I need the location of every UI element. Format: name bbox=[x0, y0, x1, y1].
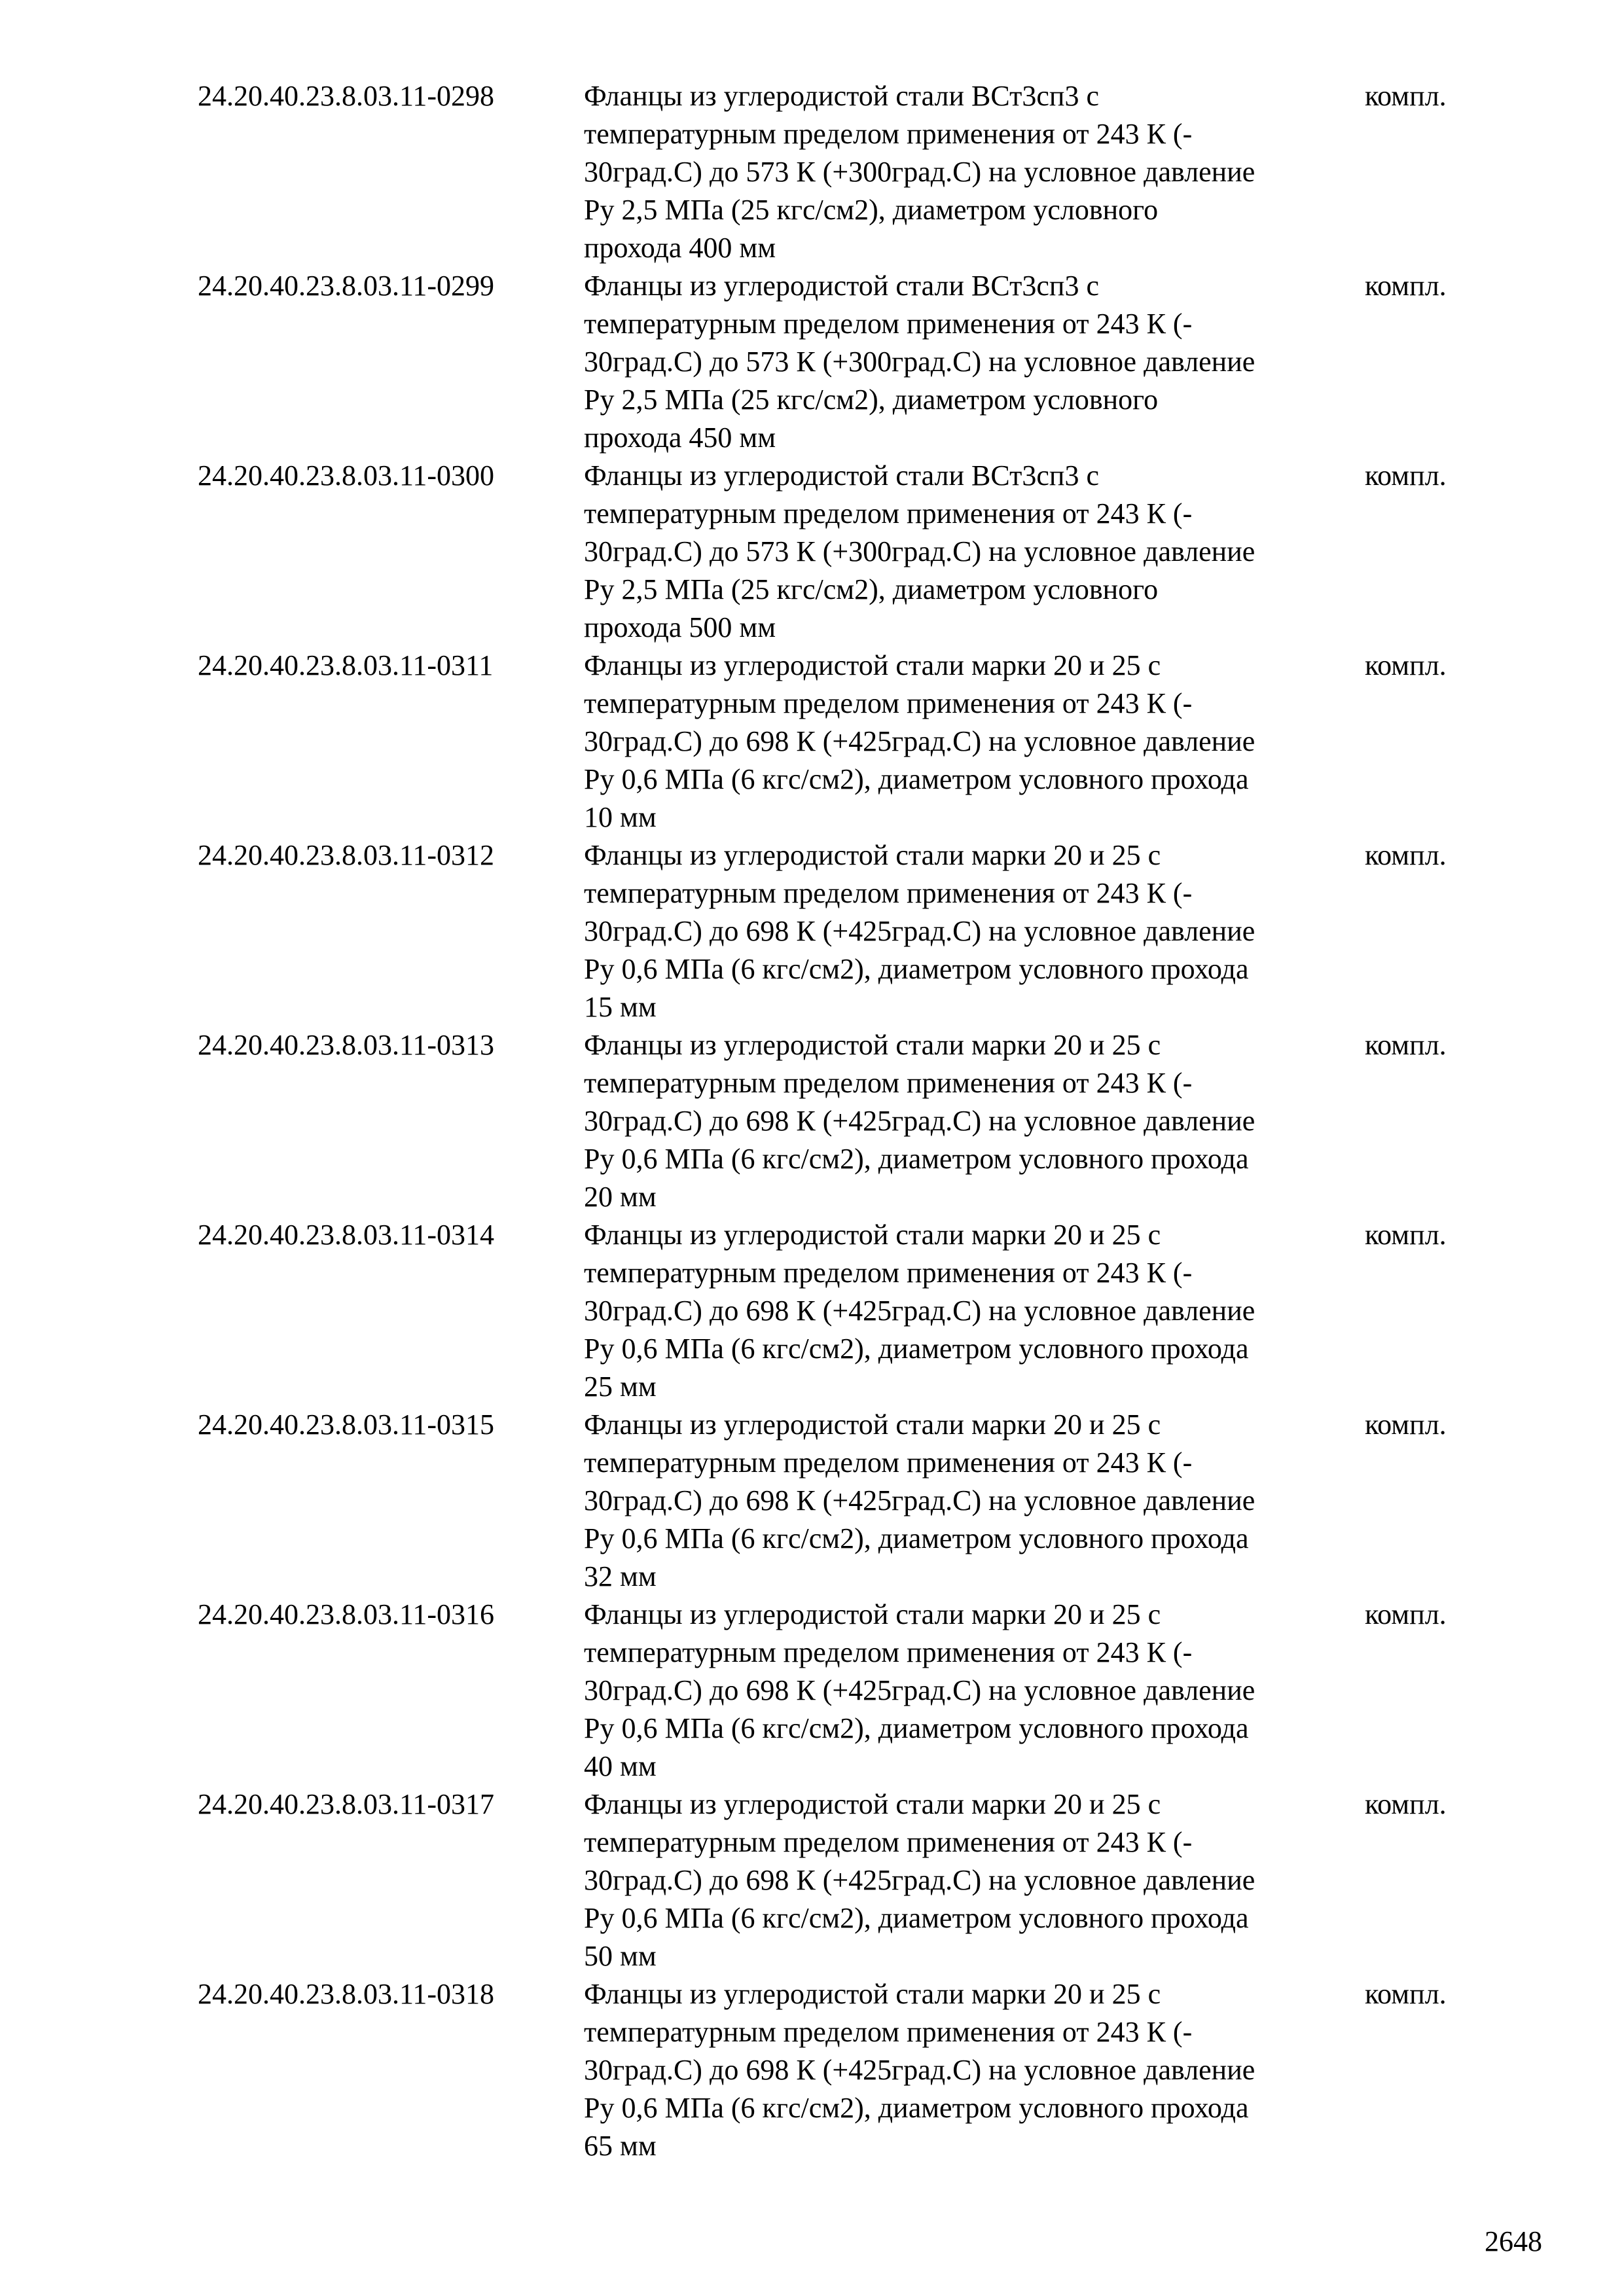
description-line: 30град.С) до 698 К (+425град.С) на условное давление bbox=[584, 1295, 1255, 1327]
table-row bbox=[198, 457, 1474, 647]
description-line: Ру 0,6 МПа (6 кгс/см2), диаметром условного прохода bbox=[584, 1712, 1249, 1744]
description-line: Ру 2,5 МПа (25 кгс/см2), диаметром условного bbox=[584, 384, 1159, 416]
description-line: Ру 0,6 МПа (6 кгс/см2), диаметром условного прохода bbox=[584, 1333, 1249, 1365]
description-line: температурным пределом применения от 243 К (- bbox=[584, 308, 1193, 340]
unit-of-measure: компл. bbox=[1365, 270, 1447, 302]
description-line: температурным пределом применения от 243 К (- bbox=[584, 1446, 1193, 1479]
table-row bbox=[198, 1975, 1474, 2165]
table-row bbox=[198, 77, 1474, 267]
description-line: температурным пределом применения от 243 К (- bbox=[584, 1257, 1193, 1289]
description-line: 40 мм bbox=[584, 1750, 657, 1782]
description-line: прохода 400 мм bbox=[584, 232, 776, 264]
unit-of-measure: компл. bbox=[1365, 839, 1447, 871]
description-line: 32 мм bbox=[584, 1560, 657, 1592]
description-line: 30град.С) до 698 К (+425град.С) на условное давление bbox=[584, 1105, 1255, 1137]
description-line: 25 мм bbox=[584, 1371, 657, 1403]
resource-description bbox=[584, 1785, 1360, 1975]
table-row bbox=[198, 1216, 1474, 1406]
description-line: Фланцы из углеродистой стали марки 20 и 25 с bbox=[584, 1219, 1161, 1251]
description-line: Фланцы из углеродистой стали марки 20 и 25 с bbox=[584, 1598, 1161, 1630]
table-row bbox=[198, 647, 1474, 836]
resource-code: 24.20.40.23.8.03.11-0316 bbox=[198, 1598, 495, 1630]
description-line: Фланцы из углеродистой стали ВСт3сп3 с bbox=[584, 80, 1099, 112]
description-line: температурным пределом применения от 243 К (- bbox=[584, 1636, 1193, 1668]
description-line: Фланцы из углеродистой стали ВСт3сп3 с bbox=[584, 459, 1099, 492]
unit-of-measure: компл. bbox=[1365, 1029, 1447, 1061]
description-line: температурным пределом применения от 243 К (- bbox=[584, 497, 1193, 529]
description-line: Ру 0,6 МПа (6 кгс/см2), диаметром условного прохода bbox=[584, 1143, 1249, 1175]
description-line: Фланцы из углеродистой стали марки 20 и 25 с bbox=[584, 839, 1161, 871]
description-line: Фланцы из углеродистой стали марки 20 и 25 с bbox=[584, 1408, 1161, 1441]
description-line: 65 мм bbox=[584, 2130, 657, 2162]
description-line: температурным пределом применения от 243 К (- bbox=[584, 1067, 1193, 1099]
resource-code: 24.20.40.23.8.03.11-0314 bbox=[198, 1219, 495, 1251]
unit-of-measure: компл. bbox=[1365, 649, 1447, 681]
description-line: 30град.С) до 573 К (+300град.С) на условное давление bbox=[584, 156, 1255, 188]
description-line: температурным пределом применения от 243 К (- bbox=[584, 2016, 1193, 2048]
unit-of-measure: компл. bbox=[1365, 1788, 1447, 1820]
resource-description bbox=[584, 1406, 1360, 1596]
description-line: Фланцы из углеродистой стали марки 20 и 25 с bbox=[584, 1029, 1161, 1061]
table-row bbox=[198, 1596, 1474, 1785]
price-list-table bbox=[198, 77, 1474, 2165]
resource-code: 24.20.40.23.8.03.11-0315 bbox=[198, 1408, 495, 1441]
resource-description bbox=[584, 1216, 1360, 1406]
description-line: Ру 0,6 МПа (6 кгс/см2), диаметром условного прохода bbox=[584, 1522, 1249, 1554]
table-row bbox=[198, 836, 1474, 1026]
table-row bbox=[198, 267, 1474, 457]
description-line: Ру 2,5 МПа (25 кгс/см2), диаметром условного bbox=[584, 573, 1159, 605]
description-line: 30град.С) до 698 К (+425град.С) на условное давление bbox=[584, 2054, 1255, 2086]
unit-of-measure: компл. bbox=[1365, 1219, 1447, 1251]
description-line: 30град.С) до 698 К (+425град.С) на условное давление bbox=[584, 1674, 1255, 1706]
description-line: 30град.С) до 698 К (+425град.С) на условное давление bbox=[584, 1864, 1255, 1896]
table-row bbox=[198, 1406, 1474, 1596]
description-line: Ру 0,6 МПа (6 кгс/см2), диаметром условного прохода bbox=[584, 1902, 1249, 1934]
resource-description bbox=[584, 1596, 1360, 1785]
page-number: 2648 bbox=[1485, 2225, 1542, 2257]
resource-description bbox=[584, 836, 1360, 1026]
description-line: Фланцы из углеродистой стали ВСт3сп3 с bbox=[584, 270, 1099, 302]
description-line: 10 мм bbox=[584, 801, 657, 833]
description-line: 30град.С) до 573 К (+300град.С) на условное давление bbox=[584, 346, 1255, 378]
description-line: температурным пределом применения от 243 К (- bbox=[584, 877, 1193, 909]
description-line: Ру 0,6 МПа (6 кгс/см2), диаметром условного прохода bbox=[584, 953, 1249, 985]
description-line: 30град.С) до 698 К (+425град.С) на условное давление bbox=[584, 915, 1255, 947]
description-line: 15 мм bbox=[584, 991, 657, 1023]
description-line: 30град.С) до 573 К (+300град.С) на условное давление bbox=[584, 535, 1255, 567]
unit-of-measure: компл. bbox=[1365, 80, 1447, 112]
description-line: Фланцы из углеродистой стали марки 20 и 25 с bbox=[584, 1978, 1161, 2010]
resource-code: 24.20.40.23.8.03.11-0318 bbox=[198, 1978, 495, 2010]
description-line: Фланцы из углеродистой стали марки 20 и 25 с bbox=[584, 1788, 1161, 1820]
resource-code: 24.20.40.23.8.03.11-0299 bbox=[198, 270, 495, 302]
unit-of-measure: компл. bbox=[1365, 1978, 1447, 2010]
unit-of-measure: компл. bbox=[1365, 1598, 1447, 1630]
resource-description bbox=[584, 1026, 1360, 1216]
table-row bbox=[198, 1026, 1474, 1216]
resource-description bbox=[584, 457, 1360, 647]
description-line: температурным пределом применения от 243 К (- bbox=[584, 687, 1193, 719]
description-line: 50 мм bbox=[584, 1940, 657, 1972]
description-line: Фланцы из углеродистой стали марки 20 и 25 с bbox=[584, 649, 1161, 681]
description-line: Ру 0,6 МПа (6 кгс/см2), диаметром условного прохода bbox=[584, 2092, 1249, 2124]
resource-code: 24.20.40.23.8.03.11-0312 bbox=[198, 839, 495, 871]
description-line: прохода 450 мм bbox=[584, 422, 776, 454]
resource-description bbox=[584, 267, 1360, 457]
description-line: прохода 500 мм bbox=[584, 611, 776, 643]
description-line: Ру 0,6 МПа (6 кгс/см2), диаметром условного прохода bbox=[584, 763, 1249, 795]
resource-code: 24.20.40.23.8.03.11-0311 bbox=[198, 649, 494, 681]
description-line: 30град.С) до 698 К (+425град.С) на условное давление bbox=[584, 1484, 1255, 1516]
resource-code: 24.20.40.23.8.03.11-0317 bbox=[198, 1788, 495, 1820]
description-line: Ру 2,5 МПа (25 кгс/см2), диаметром условного bbox=[584, 194, 1159, 226]
unit-of-measure: компл. bbox=[1365, 459, 1447, 492]
resource-code: 24.20.40.23.8.03.11-0313 bbox=[198, 1029, 495, 1061]
description-line: температурным пределом применения от 243 К (- bbox=[584, 1826, 1193, 1858]
resource-description bbox=[584, 1975, 1360, 2165]
resource-description bbox=[584, 77, 1360, 267]
table-row bbox=[198, 1785, 1474, 1975]
description-line: 30град.С) до 698 К (+425град.С) на условное давление bbox=[584, 725, 1255, 757]
description-line: 20 мм bbox=[584, 1181, 657, 1213]
description-line: температурным пределом применения от 243 К (- bbox=[584, 118, 1193, 150]
resource-code: 24.20.40.23.8.03.11-0298 bbox=[198, 80, 495, 112]
unit-of-measure: компл. bbox=[1365, 1408, 1447, 1441]
resource-code: 24.20.40.23.8.03.11-0300 bbox=[198, 459, 495, 492]
resource-description bbox=[584, 647, 1360, 836]
